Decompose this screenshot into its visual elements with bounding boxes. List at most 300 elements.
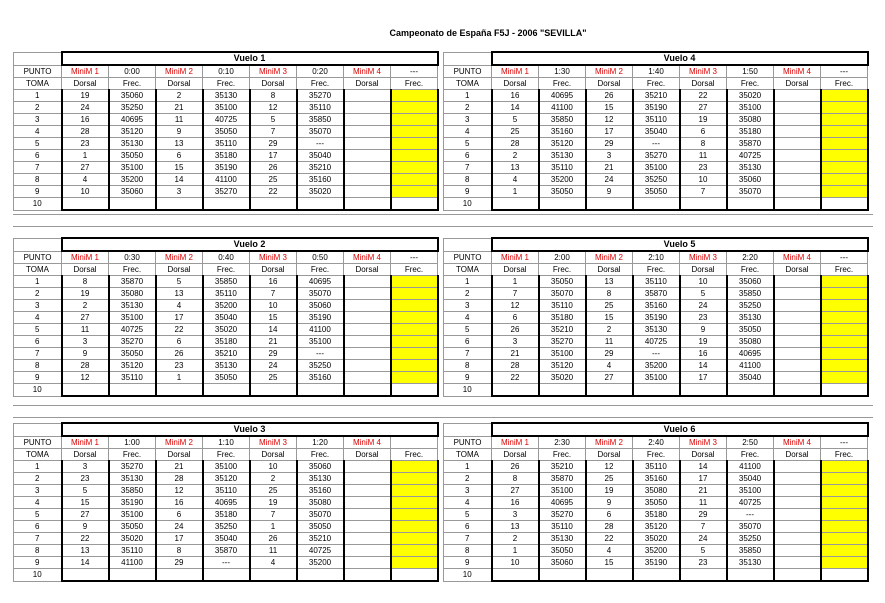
dorsal-cell: 26 — [250, 533, 297, 545]
start-time: 2:50 — [727, 436, 774, 449]
toma-number: 3 — [444, 485, 492, 497]
column-header: Frec. — [391, 78, 438, 90]
frec-cell — [391, 473, 438, 485]
dorsal-cell: 21 — [250, 336, 297, 348]
dorsal-cell: 28 — [62, 360, 109, 372]
dorsal-cell: 5 — [492, 114, 539, 126]
toma-number: 7 — [14, 533, 62, 545]
dorsal-cell — [774, 509, 821, 521]
dorsal-cell: 1 — [492, 186, 539, 198]
start-time: --- — [391, 65, 438, 78]
frec-cell — [391, 150, 438, 162]
dorsal-cell: 29 — [156, 557, 203, 569]
dorsal-cell: 27 — [62, 162, 109, 174]
column-header: Dorsal — [250, 449, 297, 461]
vuelo-title: Vuelo 3 — [62, 423, 438, 436]
dorsal-cell — [774, 461, 821, 473]
column-header: Frec. — [727, 264, 774, 276]
dorsal-cell: 25 — [586, 300, 633, 312]
frec-cell: 35190 — [203, 162, 250, 174]
frec-cell: 35870 — [633, 288, 680, 300]
frec-cell: 40725 — [109, 324, 156, 336]
dorsal-cell: 28 — [492, 360, 539, 372]
table-row — [444, 521, 868, 533]
frec-cell — [821, 372, 868, 384]
frec-cell — [391, 521, 438, 533]
start-time: --- — [821, 65, 868, 78]
dorsal-cell — [492, 384, 539, 397]
column-header: Dorsal — [62, 264, 109, 276]
frec-cell: 35200 — [203, 300, 250, 312]
frec-cell — [391, 372, 438, 384]
dorsal-cell: 29 — [586, 348, 633, 360]
dorsal-cell: 11 — [680, 150, 727, 162]
column-header: Frec. — [727, 78, 774, 90]
toma-number: 9 — [444, 372, 492, 384]
dorsal-cell: 6 — [156, 509, 203, 521]
frec-cell: 35160 — [633, 473, 680, 485]
frec-cell — [391, 384, 438, 397]
dorsal-cell: 5 — [680, 545, 727, 557]
table-row — [14, 102, 438, 114]
dorsal-cell: 3 — [156, 186, 203, 198]
dorsal-cell: 6 — [156, 150, 203, 162]
dorsal-cell — [774, 545, 821, 557]
frec-cell: 40725 — [727, 497, 774, 509]
punto-label: PUNTO — [14, 65, 62, 78]
dorsal-cell: 7 — [680, 186, 727, 198]
table-row — [444, 473, 868, 485]
spacer-row — [13, 405, 873, 418]
dorsal-cell — [586, 569, 633, 582]
dorsal-cell: 15 — [586, 312, 633, 324]
frec-cell — [821, 288, 868, 300]
dorsal-cell: 4 — [492, 174, 539, 186]
frec-cell — [821, 509, 868, 521]
frec-cell — [821, 497, 868, 509]
toma-number: 5 — [14, 509, 62, 521]
frec-cell — [821, 126, 868, 138]
table-row — [14, 372, 438, 384]
frec-cell: 35070 — [297, 288, 344, 300]
dorsal-cell — [774, 150, 821, 162]
dorsal-cell: 2 — [492, 150, 539, 162]
dorsal-cell — [156, 569, 203, 582]
frec-cell: 40725 — [633, 336, 680, 348]
dorsal-cell — [344, 198, 391, 211]
dorsal-cell: 3 — [492, 509, 539, 521]
frec-cell: 35120 — [633, 521, 680, 533]
dorsal-cell — [774, 138, 821, 150]
dorsal-cell: 28 — [492, 138, 539, 150]
dorsal-cell — [344, 276, 391, 288]
dorsal-cell: 12 — [250, 102, 297, 114]
frec-cell — [391, 497, 438, 509]
dorsal-cell — [344, 102, 391, 114]
frec-cell: 35180 — [633, 509, 680, 521]
table-row — [14, 521, 438, 533]
dorsal-cell — [774, 324, 821, 336]
toma-label: TOMA — [14, 449, 62, 461]
dorsal-cell — [774, 497, 821, 509]
dorsal-cell: 19 — [680, 114, 727, 126]
frec-cell: 35130 — [109, 473, 156, 485]
dorsal-cell — [774, 186, 821, 198]
frec-cell: 35130 — [727, 162, 774, 174]
dorsal-cell — [774, 533, 821, 545]
toma-number: 10 — [444, 384, 492, 397]
minim-label: MiniM 1 — [62, 436, 109, 449]
table-row — [14, 324, 438, 336]
frec-cell: 35100 — [727, 485, 774, 497]
toma-number: 2 — [444, 288, 492, 300]
frec-cell: 35850 — [539, 114, 586, 126]
frec-cell: 35850 — [203, 276, 250, 288]
dorsal-cell: 22 — [62, 533, 109, 545]
column-header: Dorsal — [156, 449, 203, 461]
table-row — [444, 384, 868, 397]
frec-cell — [821, 138, 868, 150]
frec-cell: 35870 — [109, 276, 156, 288]
frec-cell: 35020 — [203, 324, 250, 336]
frec-cell: 35190 — [297, 312, 344, 324]
dorsal-cell — [774, 174, 821, 186]
frec-cell: 35110 — [633, 114, 680, 126]
frec-cell: 35270 — [109, 461, 156, 473]
frec-cell — [633, 569, 680, 582]
dorsal-cell — [344, 186, 391, 198]
table-row — [444, 324, 868, 336]
dorsal-cell: 10 — [62, 186, 109, 198]
toma-number: 4 — [14, 126, 62, 138]
dorsal-cell: 22 — [250, 186, 297, 198]
dorsal-cell — [774, 114, 821, 126]
frec-cell: 35210 — [539, 324, 586, 336]
frec-cell: 35180 — [203, 150, 250, 162]
frec-cell: --- — [633, 348, 680, 360]
table-row — [14, 90, 438, 102]
dorsal-cell: 10 — [250, 300, 297, 312]
frec-cell — [821, 545, 868, 557]
frec-cell — [821, 162, 868, 174]
frec-cell: 35040 — [727, 372, 774, 384]
column-header: Frec. — [633, 78, 680, 90]
toma-number: 6 — [14, 150, 62, 162]
frec-cell — [821, 521, 868, 533]
column-header: Dorsal — [680, 78, 727, 90]
toma-number: 2 — [444, 102, 492, 114]
dorsal-cell: 27 — [62, 312, 109, 324]
start-time: 2:30 — [539, 436, 586, 449]
frec-cell — [821, 300, 868, 312]
frec-cell: 35050 — [109, 150, 156, 162]
toma-number: 1 — [444, 90, 492, 102]
table-row — [444, 300, 868, 312]
dorsal-cell: 12 — [492, 300, 539, 312]
frec-cell — [391, 174, 438, 186]
toma-number: 6 — [14, 336, 62, 348]
frec-cell — [297, 198, 344, 211]
dorsal-cell: 3 — [62, 461, 109, 473]
dorsal-cell: 24 — [156, 521, 203, 533]
dorsal-cell — [344, 557, 391, 569]
frec-cell: 35850 — [109, 485, 156, 497]
table-row — [444, 102, 868, 114]
frec-cell: 40695 — [539, 90, 586, 102]
dorsal-cell: 27 — [492, 485, 539, 497]
column-header: Dorsal — [344, 264, 391, 276]
frec-cell: 35250 — [297, 360, 344, 372]
frec-cell: 35100 — [633, 372, 680, 384]
frec-cell: 35210 — [297, 533, 344, 545]
frec-cell: 35120 — [109, 126, 156, 138]
sheet-title: Campeonato de España F5J - 2006 "SEVILLA" — [389, 28, 587, 38]
frec-cell: 35050 — [633, 497, 680, 509]
start-time: 0:10 — [203, 65, 250, 78]
frec-cell: 35250 — [727, 300, 774, 312]
dorsal-cell: 23 — [680, 162, 727, 174]
dorsal-cell: 5 — [250, 114, 297, 126]
column-header: Dorsal — [586, 264, 633, 276]
frec-cell: 35270 — [633, 150, 680, 162]
table-row — [444, 186, 868, 198]
frec-cell — [391, 300, 438, 312]
toma-number: 10 — [14, 198, 62, 211]
start-time: --- — [391, 251, 438, 264]
dorsal-cell: 4 — [62, 174, 109, 186]
frec-cell: 35130 — [297, 473, 344, 485]
dorsal-cell: 24 — [680, 533, 727, 545]
frec-cell — [821, 114, 868, 126]
frec-cell: --- — [297, 348, 344, 360]
minim-label: MiniM 4 — [774, 65, 821, 78]
flight-table — [443, 237, 869, 397]
column-header: Frec. — [821, 449, 868, 461]
frec-cell — [633, 384, 680, 397]
dorsal-cell: 2 — [492, 533, 539, 545]
frec-cell: 35050 — [109, 348, 156, 360]
frec-cell: 35050 — [539, 276, 586, 288]
dorsal-cell: 14 — [62, 557, 109, 569]
table-row — [444, 360, 868, 372]
frec-cell — [391, 186, 438, 198]
column-header: Frec. — [633, 449, 680, 461]
dorsal-cell: 12 — [586, 114, 633, 126]
dorsal-cell: 26 — [492, 324, 539, 336]
frec-cell: 35210 — [539, 461, 586, 473]
dorsal-cell — [344, 533, 391, 545]
frec-cell: 40725 — [727, 150, 774, 162]
frec-cell — [109, 198, 156, 211]
frec-cell — [297, 569, 344, 582]
dorsal-cell — [344, 162, 391, 174]
dorsal-cell: 21 — [492, 348, 539, 360]
frec-cell: 35250 — [633, 174, 680, 186]
toma-number: 5 — [444, 138, 492, 150]
frec-cell — [391, 485, 438, 497]
frec-cell: 35180 — [203, 509, 250, 521]
dorsal-cell: 21 — [156, 461, 203, 473]
table-row — [444, 372, 868, 384]
dorsal-cell: 23 — [680, 557, 727, 569]
dorsal-cell: 8 — [156, 545, 203, 557]
toma-number: 8 — [14, 360, 62, 372]
dorsal-cell: 25 — [250, 174, 297, 186]
frec-cell: 35080 — [297, 497, 344, 509]
spacer-row — [13, 214, 873, 227]
dorsal-cell — [774, 300, 821, 312]
minim-label: MiniM 3 — [680, 436, 727, 449]
frec-cell — [821, 461, 868, 473]
flight-table — [443, 51, 869, 211]
dorsal-cell — [774, 348, 821, 360]
dorsal-cell: 15 — [586, 102, 633, 114]
dorsal-cell: 25 — [250, 485, 297, 497]
dorsal-cell — [344, 360, 391, 372]
frec-cell: 35050 — [203, 126, 250, 138]
frec-cell: 35070 — [727, 521, 774, 533]
toma-number: 6 — [444, 150, 492, 162]
toma-number: 9 — [444, 186, 492, 198]
toma-number: 1 — [14, 276, 62, 288]
column-header: Dorsal — [680, 264, 727, 276]
column-header: Dorsal — [492, 449, 539, 461]
frec-cell: 35850 — [727, 288, 774, 300]
frec-cell: 35100 — [203, 102, 250, 114]
start-time — [391, 436, 438, 449]
frec-cell: 41100 — [203, 174, 250, 186]
toma-label: TOMA — [14, 264, 62, 276]
frec-cell — [727, 384, 774, 397]
frec-cell: 35100 — [297, 336, 344, 348]
frec-cell: 35270 — [539, 336, 586, 348]
toma-number: 6 — [444, 336, 492, 348]
frec-cell: --- — [297, 138, 344, 150]
dorsal-cell — [586, 384, 633, 397]
minim-label: MiniM 4 — [774, 436, 821, 449]
dorsal-cell — [344, 372, 391, 384]
frec-cell: 35250 — [203, 521, 250, 533]
frec-cell: 35110 — [297, 102, 344, 114]
frec-cell: 40725 — [297, 545, 344, 557]
column-header: Dorsal — [156, 78, 203, 90]
dorsal-cell: 27 — [680, 102, 727, 114]
table-row — [444, 126, 868, 138]
dorsal-cell: 21 — [586, 162, 633, 174]
frec-cell: 35110 — [633, 276, 680, 288]
frec-cell: 35110 — [109, 545, 156, 557]
frec-cell: 41100 — [727, 461, 774, 473]
toma-number: 7 — [14, 162, 62, 174]
column-header: Frec. — [297, 264, 344, 276]
column-header: Dorsal — [774, 264, 821, 276]
dorsal-cell — [680, 384, 727, 397]
frec-cell — [391, 461, 438, 473]
frec-cell: 35850 — [297, 114, 344, 126]
column-header: Dorsal — [586, 449, 633, 461]
column-header: Frec. — [109, 449, 156, 461]
dorsal-cell: 9 — [62, 348, 109, 360]
dorsal-cell: 11 — [156, 114, 203, 126]
toma-number: 5 — [14, 138, 62, 150]
start-time: 0:30 — [109, 251, 156, 264]
table-row — [14, 162, 438, 174]
toma-number: 5 — [14, 324, 62, 336]
table-row — [14, 126, 438, 138]
start-time: 1:00 — [109, 436, 156, 449]
frec-cell: 41100 — [297, 324, 344, 336]
toma-number: 9 — [444, 557, 492, 569]
dorsal-cell: 8 — [62, 276, 109, 288]
minim-label: MiniM 2 — [156, 436, 203, 449]
frec-cell — [391, 336, 438, 348]
frec-cell: 35190 — [109, 497, 156, 509]
dorsal-cell: 5 — [156, 276, 203, 288]
dorsal-cell: 16 — [250, 276, 297, 288]
frec-cell — [391, 276, 438, 288]
toma-label: TOMA — [444, 449, 492, 461]
frec-cell: 35110 — [633, 461, 680, 473]
frec-cell: 35080 — [633, 485, 680, 497]
dorsal-cell — [344, 90, 391, 102]
dorsal-cell: 6 — [492, 312, 539, 324]
table-row — [444, 198, 868, 211]
dorsal-cell: 22 — [586, 533, 633, 545]
table-row — [444, 90, 868, 102]
minim-label: MiniM 3 — [680, 251, 727, 264]
dorsal-cell — [344, 461, 391, 473]
punto-label: PUNTO — [444, 65, 492, 78]
frec-cell — [109, 569, 156, 582]
frec-cell — [391, 348, 438, 360]
dorsal-cell — [774, 102, 821, 114]
dorsal-cell — [344, 521, 391, 533]
toma-label: TOMA — [14, 78, 62, 90]
vuelo-title: Vuelo 2 — [62, 238, 438, 251]
toma-number: 5 — [444, 509, 492, 521]
frec-cell — [821, 312, 868, 324]
frec-cell: 35190 — [633, 312, 680, 324]
frec-cell: 35130 — [109, 138, 156, 150]
dorsal-cell: 11 — [62, 324, 109, 336]
toma-number: 10 — [444, 569, 492, 582]
dorsal-cell: 16 — [156, 497, 203, 509]
frec-cell: 35250 — [109, 102, 156, 114]
dorsal-cell: 8 — [680, 138, 727, 150]
frec-cell: 35130 — [727, 557, 774, 569]
frec-cell — [391, 569, 438, 582]
frec-cell: 35110 — [539, 300, 586, 312]
dorsal-cell: 10 — [680, 174, 727, 186]
frec-cell: 35060 — [727, 276, 774, 288]
vuelo-title: Vuelo 6 — [492, 423, 868, 436]
dorsal-cell: 8 — [250, 90, 297, 102]
dorsal-cell: 7 — [492, 288, 539, 300]
frec-cell: 35060 — [297, 300, 344, 312]
flight-table — [13, 51, 439, 211]
dorsal-cell: 2 — [586, 324, 633, 336]
start-time: 1:50 — [727, 65, 774, 78]
dorsal-cell — [774, 384, 821, 397]
dorsal-cell — [774, 90, 821, 102]
column-header: Dorsal — [156, 264, 203, 276]
dorsal-cell: 22 — [492, 372, 539, 384]
table-row — [444, 174, 868, 186]
frec-cell — [391, 324, 438, 336]
dorsal-cell — [344, 384, 391, 397]
table-row — [444, 461, 868, 473]
frec-cell: 35110 — [539, 521, 586, 533]
